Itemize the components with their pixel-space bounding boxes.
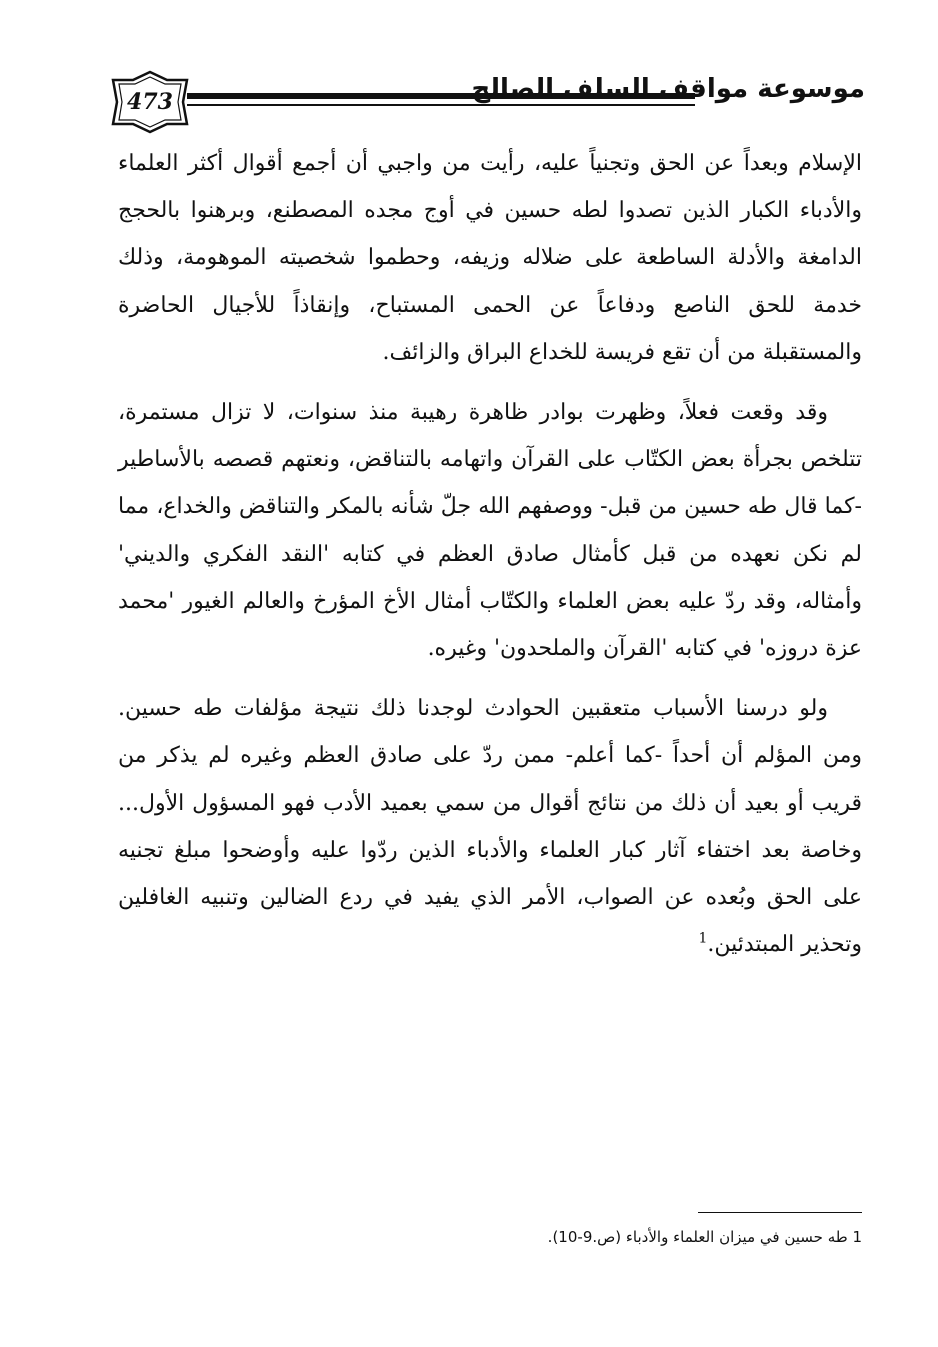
footnote: 1 طه حسين في ميزان العلماء والأدباء (ص.9-10). [547, 1228, 862, 1246]
main-text [118, 140, 862, 981]
page-number: 473 [127, 89, 173, 115]
paragraph-last [118, 685, 862, 968]
page-header [95, 62, 865, 142]
footnote-divider [698, 1212, 862, 1213]
paragraph: وقد وقعت فعلاً، وظهرت بوادر ظاهرة رهيبة منذ سنوات، لا تزال مستمرة، تتلخص بجرأة بعض الكتّاب على القرآن واتهامه بالتناقض، ونعتهم قصصه بالأساطير -كما قال طه حسين من قبل- ووصفهم الله جلّ شأنه بالمكر والتناقض والخداع، مما لم نكن نعهده من قبل كأمثال صادق العظم في كتابه 'النقد الفكري والديني' وأمثاله، وقد ردّ عليه بعض العلماء والكتّاب أمثال الأخ المؤرخ والعالم الغيور 'محمد عزة دروزه' في كتابه 'القرآن والملحدون' وغيره. [118, 400, 862, 662]
footnote-reference[interactable]: 1 [698, 930, 708, 947]
header-rule-thin [187, 104, 695, 106]
running-title: موسوعة مواقف السلف الصالح [471, 74, 865, 104]
paragraph-text: ولو درسنا الأسباب متعقبين الحوادث لوجدنا ذلك نتيجة مؤلفات طه حسين. ومن المؤلم أن أحداً -كما أعلم- ممن ردّ على صادق العظم وغيره لم يذكر من قريب أو بعيد أن ذلك من نتائج أقوال من سمي بعميد الأدب فهو المسؤول الأول... وخاصة بعد اختفاء آثار كبار العلماء والأدباء الذين ردّوا عليه وأوضحوا مبلغ تجنيه على الحق وبُعده عن الصواب، الأمر الذي يفيد في ردع الضالين وتنبيه الغافلين وتحذير المبتدئين. [118, 696, 862, 958]
page-number-badge [109, 70, 191, 134]
paragraph: الإسلام وبعداً عن الحق وتجنياً عليه، رأيت من واجبي أن أجمع أقوال أكثر العلماء والأدباء الكبار الذين تصدوا لطه حسين في أوج مجده المصطنع، وبرهنوا بالحجج الدامغة والأدلة الساطعة على ضلاله وزيفه، وحطموا شخصيته الموهومة، وذلك خدمة للحق الناصع ودفاعاً عن الحمى المستباح، وإنقاذاً للأجيال الحاضرة والمستقبلة من أن تقع فريسة للخداع البراق والزائف. [118, 151, 862, 365]
